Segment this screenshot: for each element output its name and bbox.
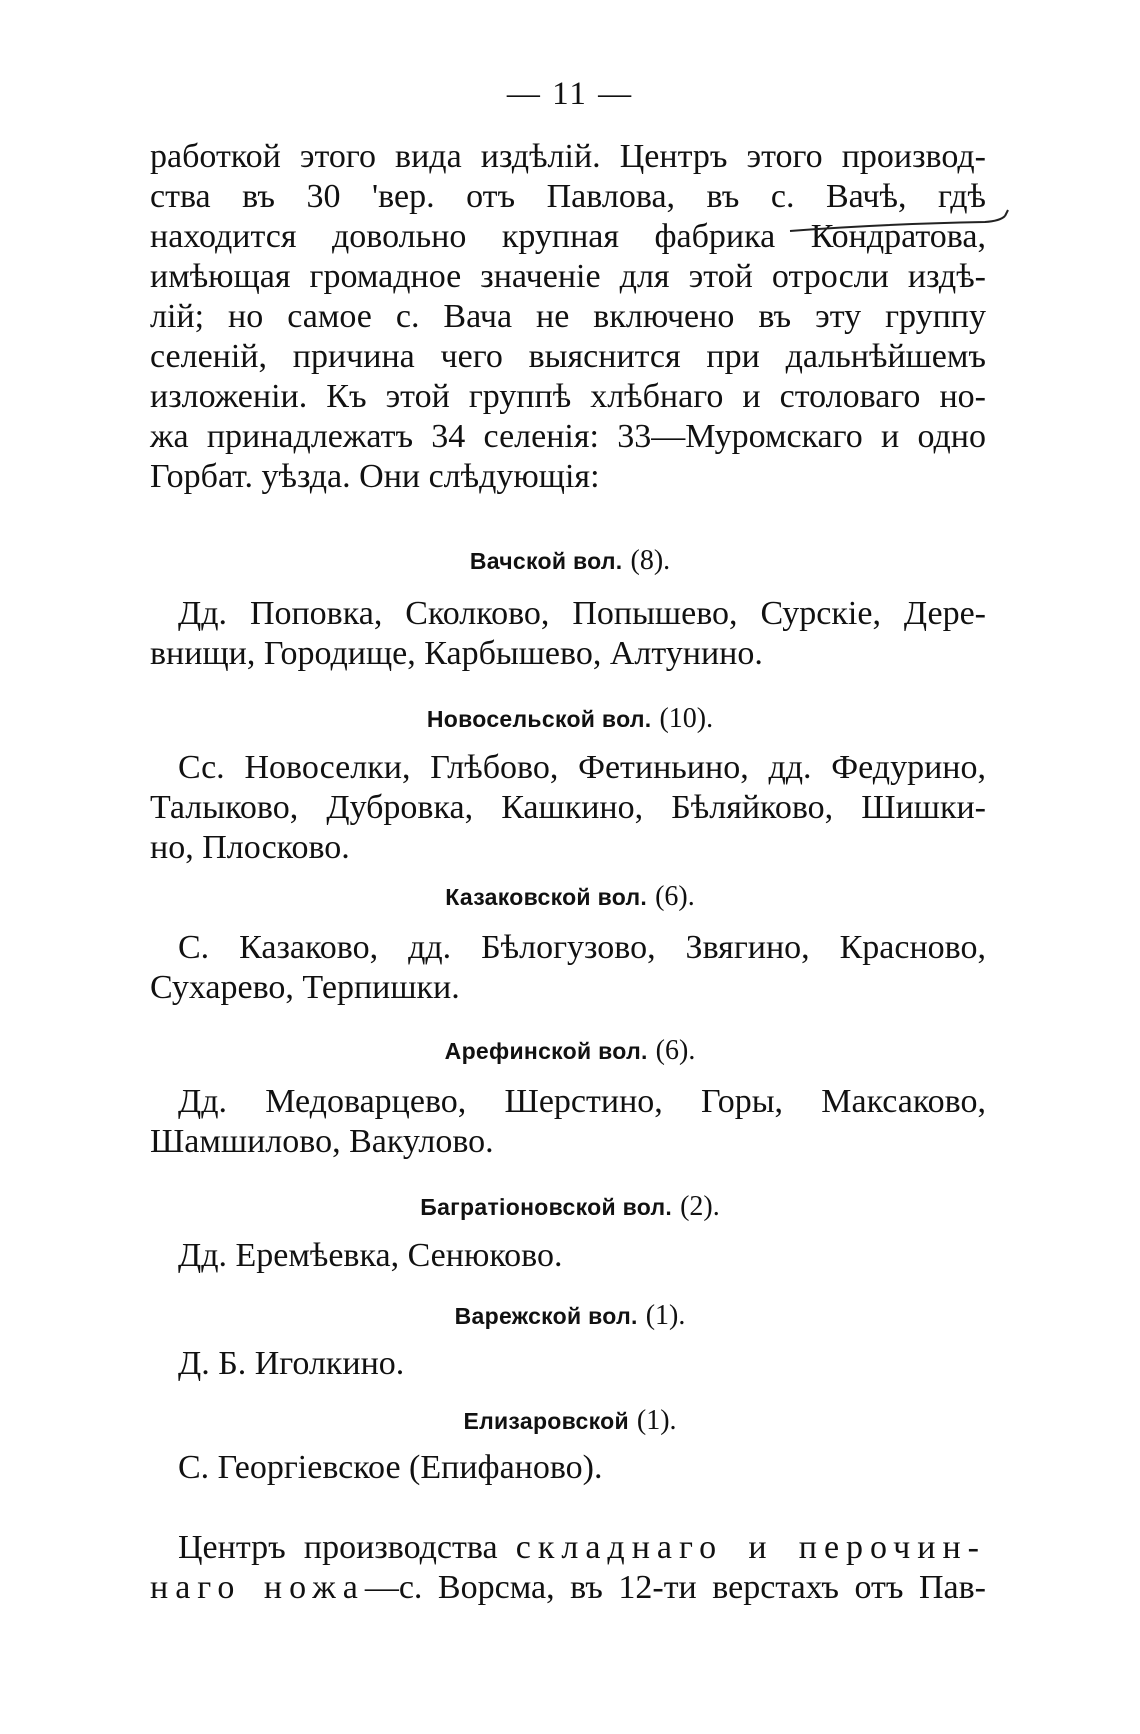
village-line: Сухарево, Терпишки. <box>150 969 460 1006</box>
intro-line: селеній, причина чего выяснится при дальнѣйшемъ <box>150 338 986 375</box>
village-line: Сс. Новоселки, Глѣбово, Фетиньино, дд. Федурино, <box>178 749 986 786</box>
section-count: (1). <box>636 1405 677 1436</box>
village-line: Дд. Еремѣевка, Сенюково. <box>178 1237 563 1274</box>
section-heading-arefinskoy <box>0 1034 1140 1067</box>
intro-line: лій; но самое с. Вача не включено въ эту группу <box>150 298 986 335</box>
section-count: (6). <box>655 1035 696 1066</box>
village-line: Д. Б. Иголкино. <box>178 1345 405 1382</box>
page-number: — 11 — <box>506 76 634 112</box>
closing-paragraph <box>150 1528 986 1608</box>
closing-text: —с. Ворсма, въ 12-ти верстахъ отъ Пав- <box>364 1569 986 1606</box>
section-heading-varezhskoy <box>0 1299 1140 1332</box>
section-count: (6). <box>655 881 695 912</box>
closing-emphasis: наго ножа <box>150 1569 365 1606</box>
section-count: (2). <box>680 1191 720 1222</box>
intro-line: жа принадлежатъ 34 селенія: 33—Муромскаго и одно <box>150 418 986 455</box>
intro-line: ства въ 30 'вер. отъ Павлова, въ с. Вачѣ, гдѣ <box>150 178 986 215</box>
village-line: но, Плосково. <box>150 829 350 866</box>
section-title: Елизаровской <box>463 1408 629 1434</box>
section-heading-novoselskoy <box>0 702 1140 735</box>
section-title: Багратіоновской вол. <box>420 1194 673 1220</box>
village-line: С. Георгіевское (Епифаново). <box>178 1449 603 1486</box>
intro-line: изложеніи. Къ этой группѣ хлѣбнаго и столоваго но- <box>150 378 986 415</box>
section-villages-bagrationovskoy <box>150 1236 986 1276</box>
section-villages-kazakovskoy <box>150 928 986 1008</box>
section-title: Новосельской вол. <box>426 706 652 732</box>
section-title: Арефинской вол. <box>444 1038 648 1064</box>
section-villages-elizarovskoy <box>150 1448 986 1488</box>
intro-line: работкой этого вида издѣлій. Центръ этого производ- <box>150 138 986 175</box>
village-line: Дд. Поповка, Сколково, Попышево, Сурскіе, Дере- <box>178 595 986 632</box>
intro-line: находится довольно крупная фабрика Кондратова, <box>150 218 986 255</box>
village-line: Шамшилово, Вакулово. <box>150 1123 494 1160</box>
section-heading-vachskoy <box>0 544 1140 577</box>
intro-paragraph <box>150 137 986 497</box>
intro-line: имѣющая громадное значеніе для этой отросли издѣ- <box>150 258 986 295</box>
section-title: Вачской вол. <box>469 548 623 574</box>
village-line: Дд. Медоварцево, Шерстино, Горы, Максаково, <box>178 1083 986 1120</box>
section-title: Варежской вол. <box>454 1303 638 1329</box>
section-villages-vachskoy <box>150 594 986 674</box>
closing-text: Центръ производства <box>178 1529 516 1566</box>
village-line: С. Казаково, дд. Бѣлогузово, Звягино, Красново, <box>178 929 986 966</box>
section-heading-kazakovskoy <box>0 880 1140 913</box>
section-heading-bagrationovskoy <box>0 1190 1140 1223</box>
section-villages-varezhskoy <box>150 1344 986 1384</box>
section-villages-arefinskoy <box>150 1082 986 1162</box>
intro-line: Горбат. уѣзда. Они слѣдующія: <box>150 458 600 495</box>
section-title: Казаковской вол. <box>445 884 648 910</box>
village-line: внищи, Городище, Карбышево, Алтунино. <box>150 635 763 672</box>
closing-line <box>150 1568 986 1608</box>
section-count: (8). <box>630 545 671 576</box>
village-line: Талыково, Дубровка, Кашкино, Бѣляйково, Шишки- <box>150 789 986 826</box>
closing-line <box>150 1528 986 1568</box>
section-count: (10). <box>659 703 714 734</box>
closing-emphasis: складнаго и перочин- <box>515 1529 986 1566</box>
section-count: (1). <box>645 1300 686 1331</box>
section-heading-elizarovskoy <box>0 1404 1140 1437</box>
section-villages-novoselskoy <box>150 748 986 868</box>
